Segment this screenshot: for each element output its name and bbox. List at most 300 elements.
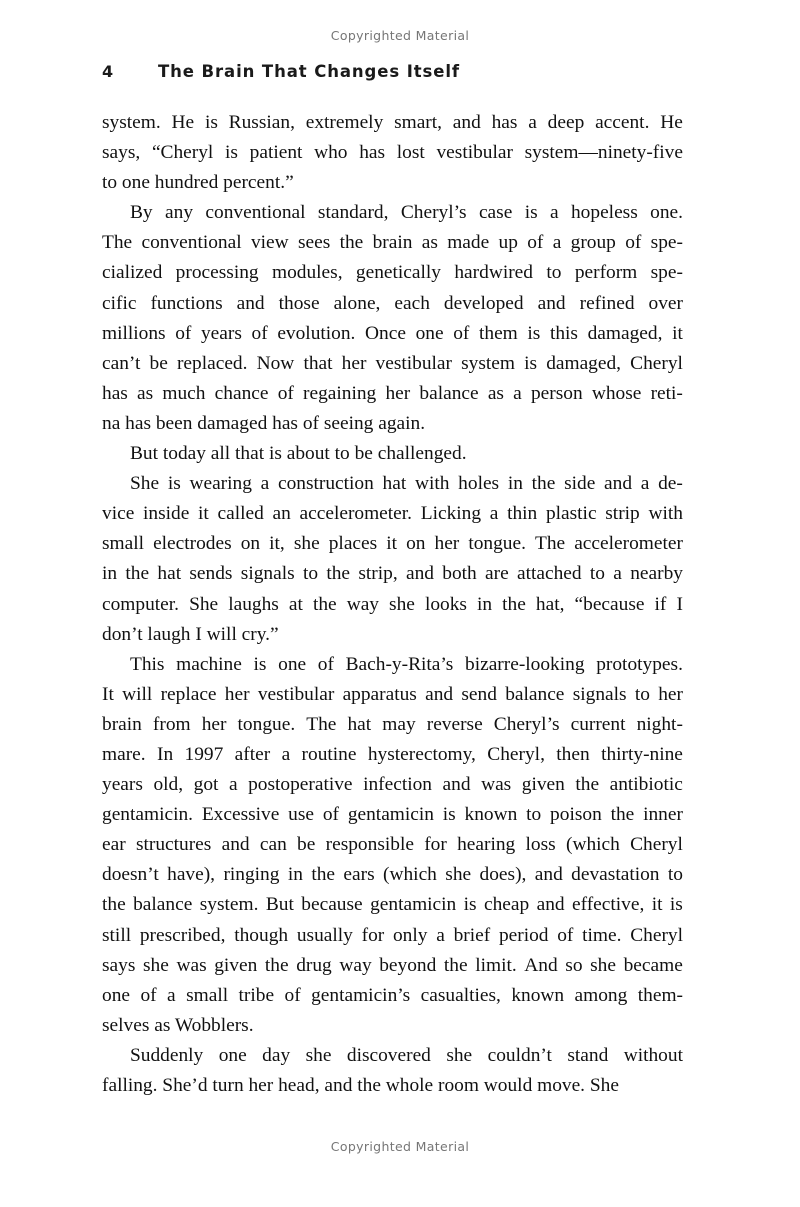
text-word: called [217,503,264,525]
text-line [102,650,683,680]
body-text-block [102,108,683,1101]
text-word: Licking [420,503,482,525]
copyright-watermark-bottom: Copyrighted Material [330,1139,470,1154]
text-line [102,830,683,860]
text-word: she [305,1044,332,1066]
text-word: cific [102,292,137,314]
text-word: vice [102,503,135,525]
text-word: prototypes. [596,653,683,675]
paragraph [102,108,683,198]
text-word: a [228,774,238,796]
text-word: apparatus [342,683,417,705]
text-word: side [564,473,596,495]
text-word: a [528,112,537,133]
text-word: a [281,743,291,765]
text-line [102,590,683,620]
text-word: is [167,473,181,495]
text-word: one [415,322,444,344]
text-word: a [550,202,559,224]
text-word: and [537,292,566,314]
text-line: But today all that is about to be challenged. [130,443,467,465]
text-line [102,890,683,920]
text-line [102,981,683,1011]
text-word: The [306,713,337,735]
text-word: each [394,292,430,314]
text-line: don’t laugh I will cry.” [102,623,279,645]
text-word: discovered [346,1044,431,1066]
text-word: hearing [457,834,516,856]
text-word: infection [363,774,432,796]
text-word: case [478,202,513,224]
text-word: hardwired [454,262,533,284]
text-word: the [311,864,336,886]
text-word: this [549,322,578,344]
text-word: to [667,864,683,886]
text-word: is [463,894,477,916]
text-word: “because [574,593,645,615]
text-word: send [461,683,497,705]
text-word: patient [249,142,303,164]
text-word: says, [102,142,141,164]
text-word: Bach-y-Rita’s [345,653,454,675]
text-word: only [392,924,428,946]
text-word: a [436,924,445,946]
text-word: hysterectomy, [367,743,476,765]
text-word: Once [365,322,406,344]
text-word: the [502,593,526,615]
text-word: of [317,653,334,675]
text-word: bizarre-looking [465,653,585,675]
text-word: gentamicin’s [311,984,411,1006]
text-word: beyond [379,954,437,976]
text-word: He [171,112,195,133]
text-word: so [565,954,583,976]
text-word: much [162,382,206,404]
text-line: to one hundred percent.” [102,172,294,194]
text-line: na has been damaged has of seeing again. [102,412,426,434]
text-word: I [676,593,683,615]
text-word: years [200,322,242,344]
text-word: Russian, [228,112,295,133]
text-word: brief [453,924,491,946]
text-word: the [102,894,126,916]
text-word: current [570,713,626,735]
text-word: with [648,503,683,525]
text-word: the [443,954,468,976]
text-word: of [527,232,544,254]
text-line [102,108,683,138]
text-word: a [489,503,499,525]
text-word: Excessive [201,804,280,826]
text-word: loss [525,834,556,856]
running-head [102,62,683,81]
text-word: any [165,202,194,224]
text-word: view [250,232,289,254]
text-word: hat [157,563,182,585]
text-word: brain [372,232,413,254]
text-word: them- [637,984,683,1006]
text-word: because [301,894,363,916]
text-word: nearby [630,563,683,585]
text-word: be [297,834,316,856]
text-word: evolution. [277,322,356,344]
text-word: ringing [223,864,280,886]
text-word: system—ninety-five [524,142,683,164]
text-line: falling. She’d turn her head, and the whole room would move. She [102,1075,619,1096]
text-line [102,951,683,981]
text-word: way [346,593,379,615]
text-word: without [623,1044,683,1066]
text-word: be [149,352,168,374]
text-word: to [546,262,562,284]
text-word: the [339,232,364,254]
text-word: poison [550,804,602,826]
text-line [102,1041,683,1071]
text-word: her [201,713,227,735]
text-word: antibiotic [609,774,683,796]
text-word: In [156,743,174,765]
text-line [102,258,683,288]
text-word: usually [296,924,353,946]
text-word: them [478,322,518,344]
text-word: attached [517,563,582,585]
text-word: of [140,984,157,1006]
running-title: The Brain That Changes Itself [158,62,460,81]
text-line [102,921,683,951]
text-word: has [102,382,128,404]
text-word: Cheryl, [487,743,545,765]
text-word: and [405,563,434,585]
text-word: gentamicin [347,804,434,826]
text-word: to [302,563,319,585]
text-word: construction [277,473,374,495]
text-word: has [359,142,386,164]
text-word: whose [591,382,642,404]
text-word: period [498,924,549,946]
text-word: strip, [358,563,398,585]
paragraph [102,1041,683,1101]
text-word: replace [160,683,217,705]
text-word: and [604,473,633,495]
text-word: 1997 [184,743,224,765]
text-word: a [167,984,176,1006]
text-word: known [511,984,565,1006]
text-word: as [421,232,438,254]
text-word: in [287,864,303,886]
text-word: The [102,232,133,254]
text-word: Cheryl [630,834,683,856]
text-line [102,710,683,740]
text-word: limit. [475,954,517,976]
text-word: system [461,352,515,374]
text-word: is [442,804,456,826]
text-word: hat [347,713,372,735]
text-word: genetically [355,262,441,284]
text-line [102,499,683,529]
text-word: Suddenly [130,1044,204,1066]
text-word: de- [658,473,683,495]
text-word: alone, [333,292,381,314]
text-line [102,469,683,499]
text-word: conventional [141,232,242,254]
text-word: one. [650,202,683,224]
text-word: cialized [102,262,163,284]
text-word: given [521,774,565,796]
text-word: spe- [650,262,683,284]
text-line: selves as Wobblers. [102,1014,254,1036]
text-word: the [312,593,337,615]
text-word: hopeless [570,202,638,224]
text-word: tongue. [237,713,296,735]
text-word: balance [505,683,565,705]
text-word: And [524,954,558,976]
text-word: thin [507,503,538,525]
text-word: millions [102,322,166,344]
text-word: a [640,473,650,495]
paragraph [102,439,683,469]
text-word: up [498,232,518,254]
text-word: a [613,563,622,585]
text-word: balance [133,894,193,916]
text-word: mare. [102,743,146,765]
text-line [102,860,683,890]
text-word: years [102,774,143,796]
text-word: reti- [650,382,683,404]
text-word: her [434,533,460,555]
text-word: on [406,533,426,555]
text-word: damaged, [587,322,663,344]
text-word: chance [214,382,269,404]
text-word: her [385,382,411,404]
text-word: system. [199,894,259,916]
text-word: laughs [228,593,279,615]
text-word: plastic [545,503,597,525]
text-line [102,198,683,228]
text-word: Cheryl’s [493,713,560,735]
text-word: is [225,142,238,164]
text-word: vestibular [436,142,513,164]
text-word: group [570,232,616,254]
text-word: tribe [238,984,275,1006]
text-word: inner [643,804,683,826]
text-word: who [314,142,348,164]
text-word: a [513,382,522,404]
text-line [102,740,683,770]
text-word: it [651,894,663,916]
text-word: the [264,954,289,976]
text-word: brain [102,713,142,735]
text-word: thirty-nine [601,743,683,765]
text-word: system. [102,112,161,133]
text-word: it [672,322,683,344]
text-word: of [284,984,301,1006]
text-word: she [445,864,472,886]
text-word: refined [579,292,635,314]
text-word: person [530,382,583,404]
text-word: computer. [102,593,180,615]
text-word: He [660,112,683,133]
text-word: is [524,202,538,224]
text-word: as [487,382,504,404]
text-word: (which [565,834,620,856]
text-word: signals [572,683,627,705]
text-word: one [278,653,307,675]
text-word: lost [396,142,425,164]
text-line [102,680,683,710]
text-word: But [265,894,294,916]
paragraph [102,650,683,1041]
text-word: use [288,804,315,826]
text-line [102,770,683,800]
text-word: it [386,533,398,555]
text-word: wearing [189,473,252,495]
text-word: accelerometer. [299,503,413,525]
text-word: that [303,352,333,374]
text-word: then [556,743,590,765]
text-word: from [152,713,191,735]
text-word: in [507,473,523,495]
paragraph [102,469,683,650]
text-word: drug [296,954,332,976]
text-word: ear [102,834,126,856]
text-word: is [527,322,541,344]
text-word: extremely [305,112,384,133]
text-word: her [341,352,367,374]
text-word: a [260,473,270,495]
text-word: she [590,954,616,976]
text-word: and [536,894,565,916]
text-word: she [143,954,169,976]
text-word: those [278,292,320,314]
text-word: replaced. [176,352,248,374]
text-word: was [481,774,512,796]
text-word: is [204,112,218,133]
text-word: known [464,804,518,826]
text-word: the [610,804,635,826]
text-word: vestibular [257,683,335,705]
text-word: is [669,894,683,916]
text-word: the [531,473,556,495]
text-word: are [485,563,509,585]
text-word: was [176,954,207,976]
text-word: have), [167,864,216,886]
text-word: electrodes [153,533,232,555]
text-word: for [361,924,385,946]
text-word: may [382,713,416,735]
text-word: though [234,924,289,946]
text-word: as [137,382,154,404]
text-word: still [102,924,132,946]
text-word: night- [636,713,683,735]
text-word: and [221,834,250,856]
text-word: it, [269,533,285,555]
text-word: can’t [102,352,141,374]
text-line [102,138,683,168]
text-word: in [102,563,118,585]
text-word: the [326,563,351,585]
text-word: made [447,232,490,254]
text-word: the [125,563,150,585]
text-word: of [175,322,192,344]
text-word: of [322,804,339,826]
text-word: routine [301,743,357,765]
text-word: gentamicin [370,894,457,916]
text-word: small [102,533,145,555]
text-line [102,559,683,589]
text-line [102,800,683,830]
text-word: is [253,653,267,675]
text-word: both [442,563,477,585]
text-word: it [198,503,209,525]
text-word: and [236,292,265,314]
text-word: and [534,864,563,886]
text-word: balance [419,382,479,404]
text-word: she [446,1044,473,1066]
text-word: and [425,683,454,705]
text-line [102,349,683,379]
text-word: perform [574,262,638,284]
text-word: structures [135,834,212,856]
text-word: Cheryl [630,352,683,374]
text-word: spe- [650,232,683,254]
text-word: effective, [572,894,645,916]
text-word: cheap [483,894,530,916]
text-word: gentamicin. [102,804,193,826]
text-word: strip [605,503,640,525]
text-word: conventional [205,202,306,224]
text-word: is [524,352,538,374]
text-word: accent. [595,112,650,133]
text-word: prescribed, [139,924,226,946]
text-word: has [491,112,518,133]
text-word: signals [240,563,295,585]
text-line [102,319,683,349]
text-line [102,379,683,409]
text-word: tongue. [468,533,526,555]
text-word: she [389,593,415,615]
text-word: It [102,683,114,705]
text-word: looks [424,593,467,615]
text-word: By [130,202,153,224]
text-word: of [625,232,642,254]
text-word: smart, [394,112,442,133]
text-word: Cheryl’s [400,202,467,224]
text-word: stand [567,1044,609,1066]
text-word: after [234,743,271,765]
text-word: over [648,292,683,314]
text-word: Now [256,352,295,374]
text-word: The [534,533,566,555]
text-word: places [328,533,378,555]
text-word: one [102,984,130,1006]
text-word: reverse [426,713,483,735]
text-word: hat [382,473,407,495]
text-word: if [654,593,667,615]
text-word: at [288,593,303,615]
text-word: in [477,593,493,615]
text-word: modules, [271,262,343,284]
text-line [102,529,683,559]
text-word: old, [153,774,184,796]
text-word: sees [297,232,331,254]
text-word: day [262,1044,291,1066]
text-word: the [575,774,600,796]
copyright-watermark-top: Copyrighted Material [330,28,470,43]
text-word: and [452,112,481,133]
text-word: her [224,683,250,705]
text-word: she [293,533,320,555]
text-word: machine [176,653,242,675]
